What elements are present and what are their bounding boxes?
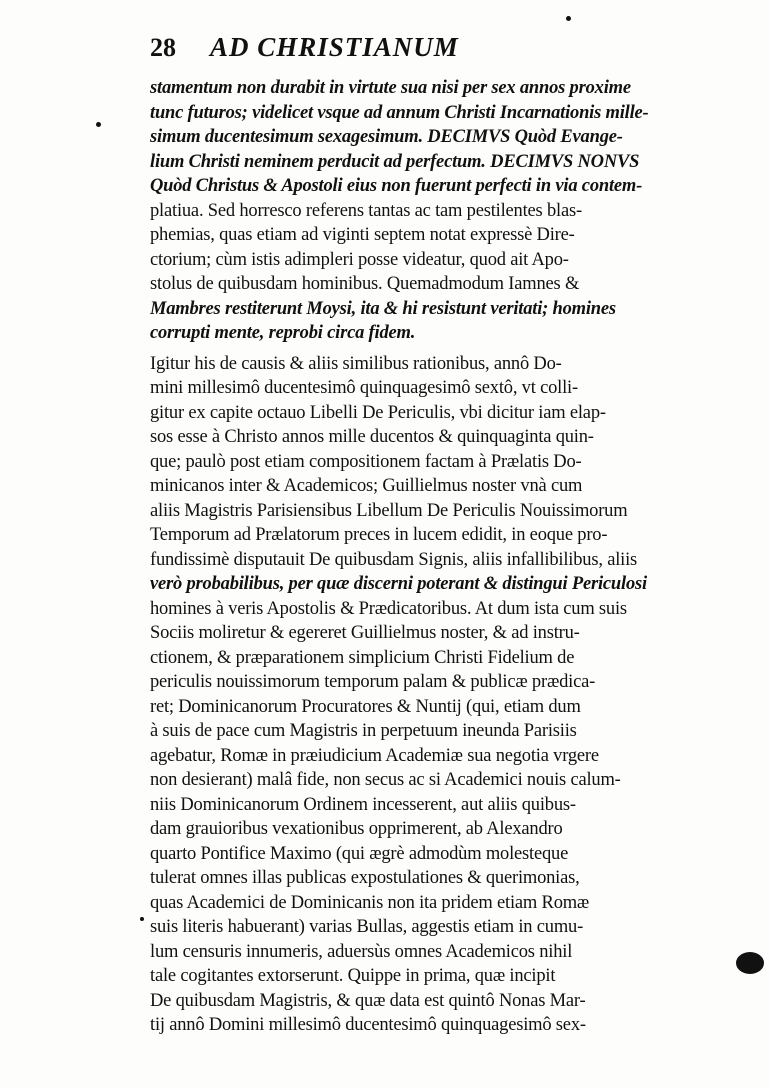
text-line: platiua. Sed horresco referens tantas ac tam pestilentes blas- (150, 200, 582, 221)
text-line: dam grauioribus vexationibus opprimerent, ab Alexandro (150, 819, 563, 839)
text-line: Temporum ad Prælatorum preces in lucem edidit, in eoque pro- (150, 525, 608, 545)
paragraph-2 (150, 352, 720, 1038)
ink-speck (96, 122, 101, 127)
text-line: phemias, quas etiam ad viginti septem notat expressè Dire- (150, 225, 575, 245)
text-line: Igitur his de causis & aliis similibus rationibus, annô Do- (150, 353, 562, 374)
text-line: aliis Magistris Parisiensibus Libellum De Periculis Nouissimorum (150, 500, 628, 521)
ink-blot (736, 952, 764, 974)
running-head: AD CHRISTIANUM (210, 32, 459, 62)
text-line: periculis nouissimorum temporum palam & publicæ prædica- (150, 672, 596, 692)
text-line: homines à veris Apostolis & Prædicatoribus. At dum ista cum suis (150, 598, 627, 619)
text-line: fundissimè disputauit De quibusdam Signis, aliis infallibilibus, aliis (150, 549, 638, 570)
text-line: De quibusdam Magistris, & quæ data est quintô Nonas Mar- (150, 990, 586, 1011)
text-line: ctionem, & præparationem simplicium Christi Fidelium de (150, 647, 575, 668)
text-line: quarto Pontifice Maximo (qui ægrè admodùm molesteque (150, 843, 569, 864)
text-line: Quòd Christus & Apostoli eius non fuerunt perfecti in via contem- (150, 176, 643, 196)
text-line: stamentum non durabit in virtute sua nisi per sex annos proxime (150, 78, 631, 98)
text-line: corrupti mente, reprobi circa fidem. (150, 323, 416, 343)
text-line: tulerat omnes illas publicas expostulationes & querimonias, (150, 868, 580, 888)
text-line: lum censuris innumeris, aduersùs omnes Academicos nihil (150, 941, 573, 962)
text-line: simum ducentesimum sexagesimum. DECIMVS Quòd Evange- (150, 127, 623, 147)
text-line: verò probabilibus, per quæ discerni poterant & distingui Periculosi (150, 574, 647, 594)
text-line: Sociis moliretur & egereret Guillielmus noster, & ad instru- (150, 623, 580, 643)
text-line: gitur ex capite octauo Libelli De Periculis, vbi dicitur iam elap- (150, 402, 606, 423)
text-line: tunc futuros; videlicet vsque ad annum Christi Incarnationis mille- (150, 102, 649, 123)
text-line: que; paulò post etiam compositionem factam à Prælatis Do- (150, 451, 582, 472)
text-line: quas Academici de Dominicanis non ita pridem etiam Romæ (150, 892, 590, 913)
text-line: stolus de quibusdam hominibus. Quemadmodum Iamnes & (150, 274, 580, 294)
text-line: minicanos inter & Academicos; Guillielmus noster vnà cum (150, 476, 583, 496)
page-header (150, 32, 720, 76)
text-line: tij annô Domini millesimô ducentesimô quinquagesimô sex- (150, 1015, 586, 1035)
text-line: à suis de pace cum Magistris in perpetuum ineunda Parisiis (150, 721, 577, 741)
text-line: lium Christi neminem perducit ad perfectum. DECIMVS NONVS (150, 151, 640, 172)
page-number: 28 (150, 33, 176, 62)
paragraph-1 (150, 76, 720, 346)
text-line: mini millesimô ducentesimô quinquagesimô sextô, vt colli- (150, 378, 578, 398)
text-line: suis literis habuerant) varias Bullas, aggestis etiam in cumu- (150, 917, 584, 937)
text-line: agebatur, Romæ in præiudicium Academiæ sua negotia vrgere (150, 745, 599, 766)
text-line: tale cogitantes extorserunt. Quippe in prima, quæ incipit (150, 966, 556, 986)
text-line: ret; Dominicanorum Procuratores & Nuntij (qui, etiam dum (150, 696, 581, 717)
text-line: niis Dominicanorum Ordinem incesserent, aut aliis quibus- (150, 794, 576, 815)
book-page (150, 32, 720, 1062)
text-line: non desierant) malâ fide, non secus ac si Academici nouis calum- (150, 770, 621, 790)
text-line: Mambres restiterunt Moysi, ita & hi resistunt veritati; homines (150, 298, 616, 319)
text-line: sos esse à Christo annos mille ducentos & quinquaginta quin- (150, 427, 594, 447)
ink-speck (566, 16, 571, 21)
ink-speck (140, 917, 144, 921)
text-line: ctorium; cùm istis adimpleri posse videatur, quod ait Apo- (150, 249, 569, 270)
